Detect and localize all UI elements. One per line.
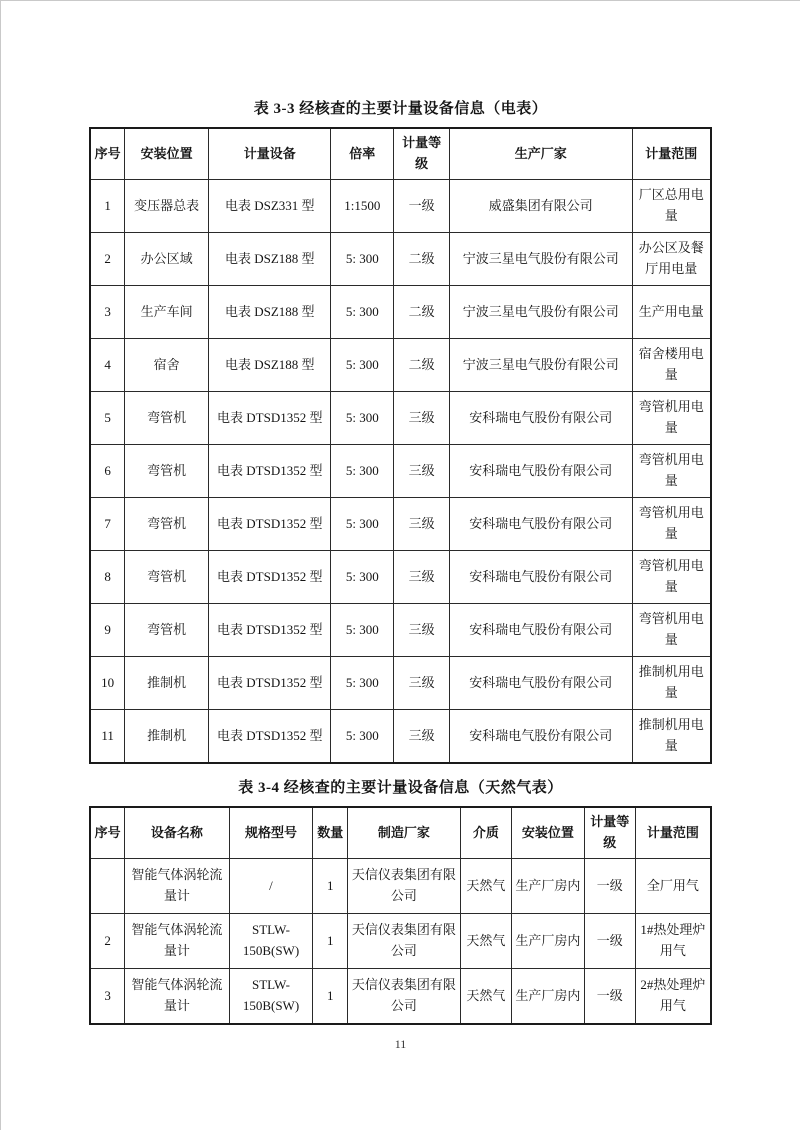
table-cell: 天信仪表集团有限公司 — [348, 914, 460, 969]
table-cell: 天信仪表集团有限公司 — [348, 969, 460, 1025]
table-cell: 办公区域 — [125, 233, 209, 286]
table-cell: 三级 — [394, 604, 450, 657]
table-cell: 三级 — [394, 710, 450, 764]
table-cell: 9 — [90, 604, 125, 657]
table-cell: 推制机 — [125, 710, 209, 764]
table-3-3 — [89, 127, 712, 764]
table-cell: 8 — [90, 551, 125, 604]
header-cell: 安装位置 — [125, 128, 209, 180]
table-cell: 5: 300 — [331, 604, 394, 657]
table-row — [90, 392, 711, 445]
table-cell: 一级 — [394, 180, 450, 233]
table-cell: 5: 300 — [331, 392, 394, 445]
table-cell: 安科瑞电气股份有限公司 — [450, 657, 633, 710]
table-row — [90, 233, 711, 286]
table-cell: 3 — [90, 286, 125, 339]
table-cell: 宁波三星电气股份有限公司 — [450, 339, 633, 392]
table-cell: 安科瑞电气股份有限公司 — [450, 710, 633, 764]
table-cell: 生产用电量 — [632, 286, 711, 339]
page-number: 11 — [394, 1037, 407, 1051]
table-cell: 电表 DTSD1352 型 — [209, 710, 331, 764]
table-cell: 智能气体涡轮流量计 — [125, 859, 229, 914]
table-cell: 5: 300 — [331, 551, 394, 604]
table-cell: 智能气体涡轮流量计 — [125, 914, 229, 969]
table-3-4-header — [90, 807, 711, 859]
header-cell: 计量设备 — [209, 128, 331, 180]
table-cell: 5: 300 — [331, 710, 394, 764]
table-row — [90, 445, 711, 498]
table-cell: 变压器总表 — [125, 180, 209, 233]
table-cell: 2 — [90, 233, 125, 286]
table-cell: 电表 DSZ331 型 — [209, 180, 331, 233]
table-cell: 弯管机 — [125, 445, 209, 498]
table-cell: 电表 DTSD1352 型 — [209, 604, 331, 657]
table-row — [90, 286, 711, 339]
table-cell: 天然气 — [460, 969, 512, 1025]
table-cell: 推制机 — [125, 657, 209, 710]
table-cell: STLW-150B(SW) — [229, 969, 313, 1025]
table-cell: 电表 DSZ188 型 — [209, 233, 331, 286]
table-cell: 二级 — [394, 233, 450, 286]
table-cell: 弯管机用电量 — [632, 392, 711, 445]
table-cell: 弯管机用电量 — [632, 551, 711, 604]
table-row — [90, 339, 711, 392]
table-cell: 2#热处理炉用气 — [635, 969, 711, 1025]
table-cell: 生产厂房内 — [512, 859, 585, 914]
table-3-4 — [89, 806, 712, 1025]
table-cell: 6 — [90, 445, 125, 498]
table-cell: 宿舍 — [125, 339, 209, 392]
table-cell: 电表 DSZ188 型 — [209, 339, 331, 392]
table-3-4-title: 表 3-4 经核查的主要计量设备信息（天然气表） — [238, 780, 563, 796]
table-row — [90, 710, 711, 764]
table-cell: 弯管机用电量 — [632, 604, 711, 657]
table-cell: 智能气体涡轮流量计 — [125, 969, 229, 1025]
table-cell: 5: 300 — [331, 339, 394, 392]
table-row — [90, 498, 711, 551]
header-cell: 倍率 — [331, 128, 394, 180]
table-cell: 5: 300 — [331, 286, 394, 339]
table-3-3-title: 表 3-3 经核查的主要计量设备信息（电表） — [253, 101, 548, 117]
table-cell: 5: 300 — [331, 445, 394, 498]
table-3-3-header — [90, 128, 711, 180]
table-cell: 弯管机 — [125, 551, 209, 604]
table-cell: 生产厂房内 — [512, 969, 585, 1025]
table-cell: 天然气 — [460, 859, 512, 914]
table-cell: 7 — [90, 498, 125, 551]
table-cell: 5: 300 — [331, 498, 394, 551]
table-cell: 5: 300 — [331, 233, 394, 286]
table-cell: 电表 DTSD1352 型 — [209, 445, 331, 498]
table-cell: 10 — [90, 657, 125, 710]
table-cell: 1:1500 — [331, 180, 394, 233]
table-cell: 全厂用气 — [635, 859, 711, 914]
table-cell: 天然气 — [460, 914, 512, 969]
table-cell: STLW-150B(SW) — [229, 914, 313, 969]
header-cell: 计量范围 — [632, 128, 711, 180]
table-cell: 宿舍楼用电量 — [632, 339, 711, 392]
table-cell: 二级 — [394, 286, 450, 339]
header-row — [90, 807, 711, 859]
table-cell: 电表 DTSD1352 型 — [209, 551, 331, 604]
header-cell: 安装位置 — [512, 807, 585, 859]
header-cell: 数量 — [313, 807, 348, 859]
table-cell: 弯管机用电量 — [632, 498, 711, 551]
table-cell: 生产车间 — [125, 286, 209, 339]
table-cell: 3 — [90, 969, 125, 1025]
header-cell: 计量范围 — [635, 807, 711, 859]
table-cell: 电表 DTSD1352 型 — [209, 657, 331, 710]
table-cell: 办公区及餐厅用电量 — [632, 233, 711, 286]
table-cell: 二级 — [394, 339, 450, 392]
table-cell: 1 — [313, 914, 348, 969]
table-cell — [90, 859, 125, 914]
table-cell: 安科瑞电气股份有限公司 — [450, 498, 633, 551]
table-cell: 推制机用电量 — [632, 710, 711, 764]
table-row — [90, 180, 711, 233]
header-cell: 序号 — [90, 807, 125, 859]
table-cell: 一级 — [584, 914, 635, 969]
table-cell: 宁波三星电气股份有限公司 — [450, 233, 633, 286]
header-cell: 介质 — [460, 807, 512, 859]
table-cell: 弯管机 — [125, 392, 209, 445]
table-cell: 电表 DSZ188 型 — [209, 286, 331, 339]
table-cell: 三级 — [394, 498, 450, 551]
table-cell: 生产厂房内 — [512, 914, 585, 969]
table-cell: 安科瑞电气股份有限公司 — [450, 551, 633, 604]
table-cell: 4 — [90, 339, 125, 392]
table-cell: 安科瑞电气股份有限公司 — [450, 445, 633, 498]
table-cell: 推制机用电量 — [632, 657, 711, 710]
table-row — [90, 969, 711, 1025]
table-cell: 三级 — [394, 392, 450, 445]
table-cell: 5 — [90, 392, 125, 445]
table-row — [90, 859, 711, 914]
header-cell: 设备名称 — [125, 807, 229, 859]
table-cell: 电表 DTSD1352 型 — [209, 392, 331, 445]
table-cell: 三级 — [394, 657, 450, 710]
table-cell: 1 — [313, 859, 348, 914]
table-row — [90, 657, 711, 710]
table-cell: 2 — [90, 914, 125, 969]
table-cell: 三级 — [394, 551, 450, 604]
table-cell: 一级 — [584, 969, 635, 1025]
table-cell: 11 — [90, 710, 125, 764]
table-row — [90, 604, 711, 657]
table-cell: 天信仪表集团有限公司 — [348, 859, 460, 914]
table-row — [90, 551, 711, 604]
table-cell: 三级 — [394, 445, 450, 498]
header-row — [90, 128, 711, 180]
table-cell: 安科瑞电气股份有限公司 — [450, 604, 633, 657]
page-content — [1, 1, 800, 1025]
table-cell: / — [229, 859, 313, 914]
table-cell: 1 — [313, 969, 348, 1025]
table-cell: 弯管机 — [125, 498, 209, 551]
table-cell: 1 — [90, 180, 125, 233]
table-cell: 弯管机 — [125, 604, 209, 657]
header-cell: 计量等级 — [584, 807, 635, 859]
table-3-3-body — [90, 180, 711, 764]
table-row — [90, 914, 711, 969]
header-cell: 制造厂家 — [348, 807, 460, 859]
table-cell: 弯管机用电量 — [632, 445, 711, 498]
table-3-4-body — [90, 859, 711, 1025]
header-cell: 生产厂家 — [450, 128, 633, 180]
header-cell: 规格型号 — [229, 807, 313, 859]
table-cell: 安科瑞电气股份有限公司 — [450, 392, 633, 445]
table-cell: 厂区总用电量 — [632, 180, 711, 233]
table-cell: 一级 — [584, 859, 635, 914]
header-cell: 序号 — [90, 128, 125, 180]
header-cell: 计量等级 — [394, 128, 450, 180]
table-cell: 5: 300 — [331, 657, 394, 710]
table-cell: 宁波三星电气股份有限公司 — [450, 286, 633, 339]
table-cell: 电表 DTSD1352 型 — [209, 498, 331, 551]
table-cell: 威盛集团有限公司 — [450, 180, 633, 233]
table-cell: 1#热处理炉用气 — [635, 914, 711, 969]
